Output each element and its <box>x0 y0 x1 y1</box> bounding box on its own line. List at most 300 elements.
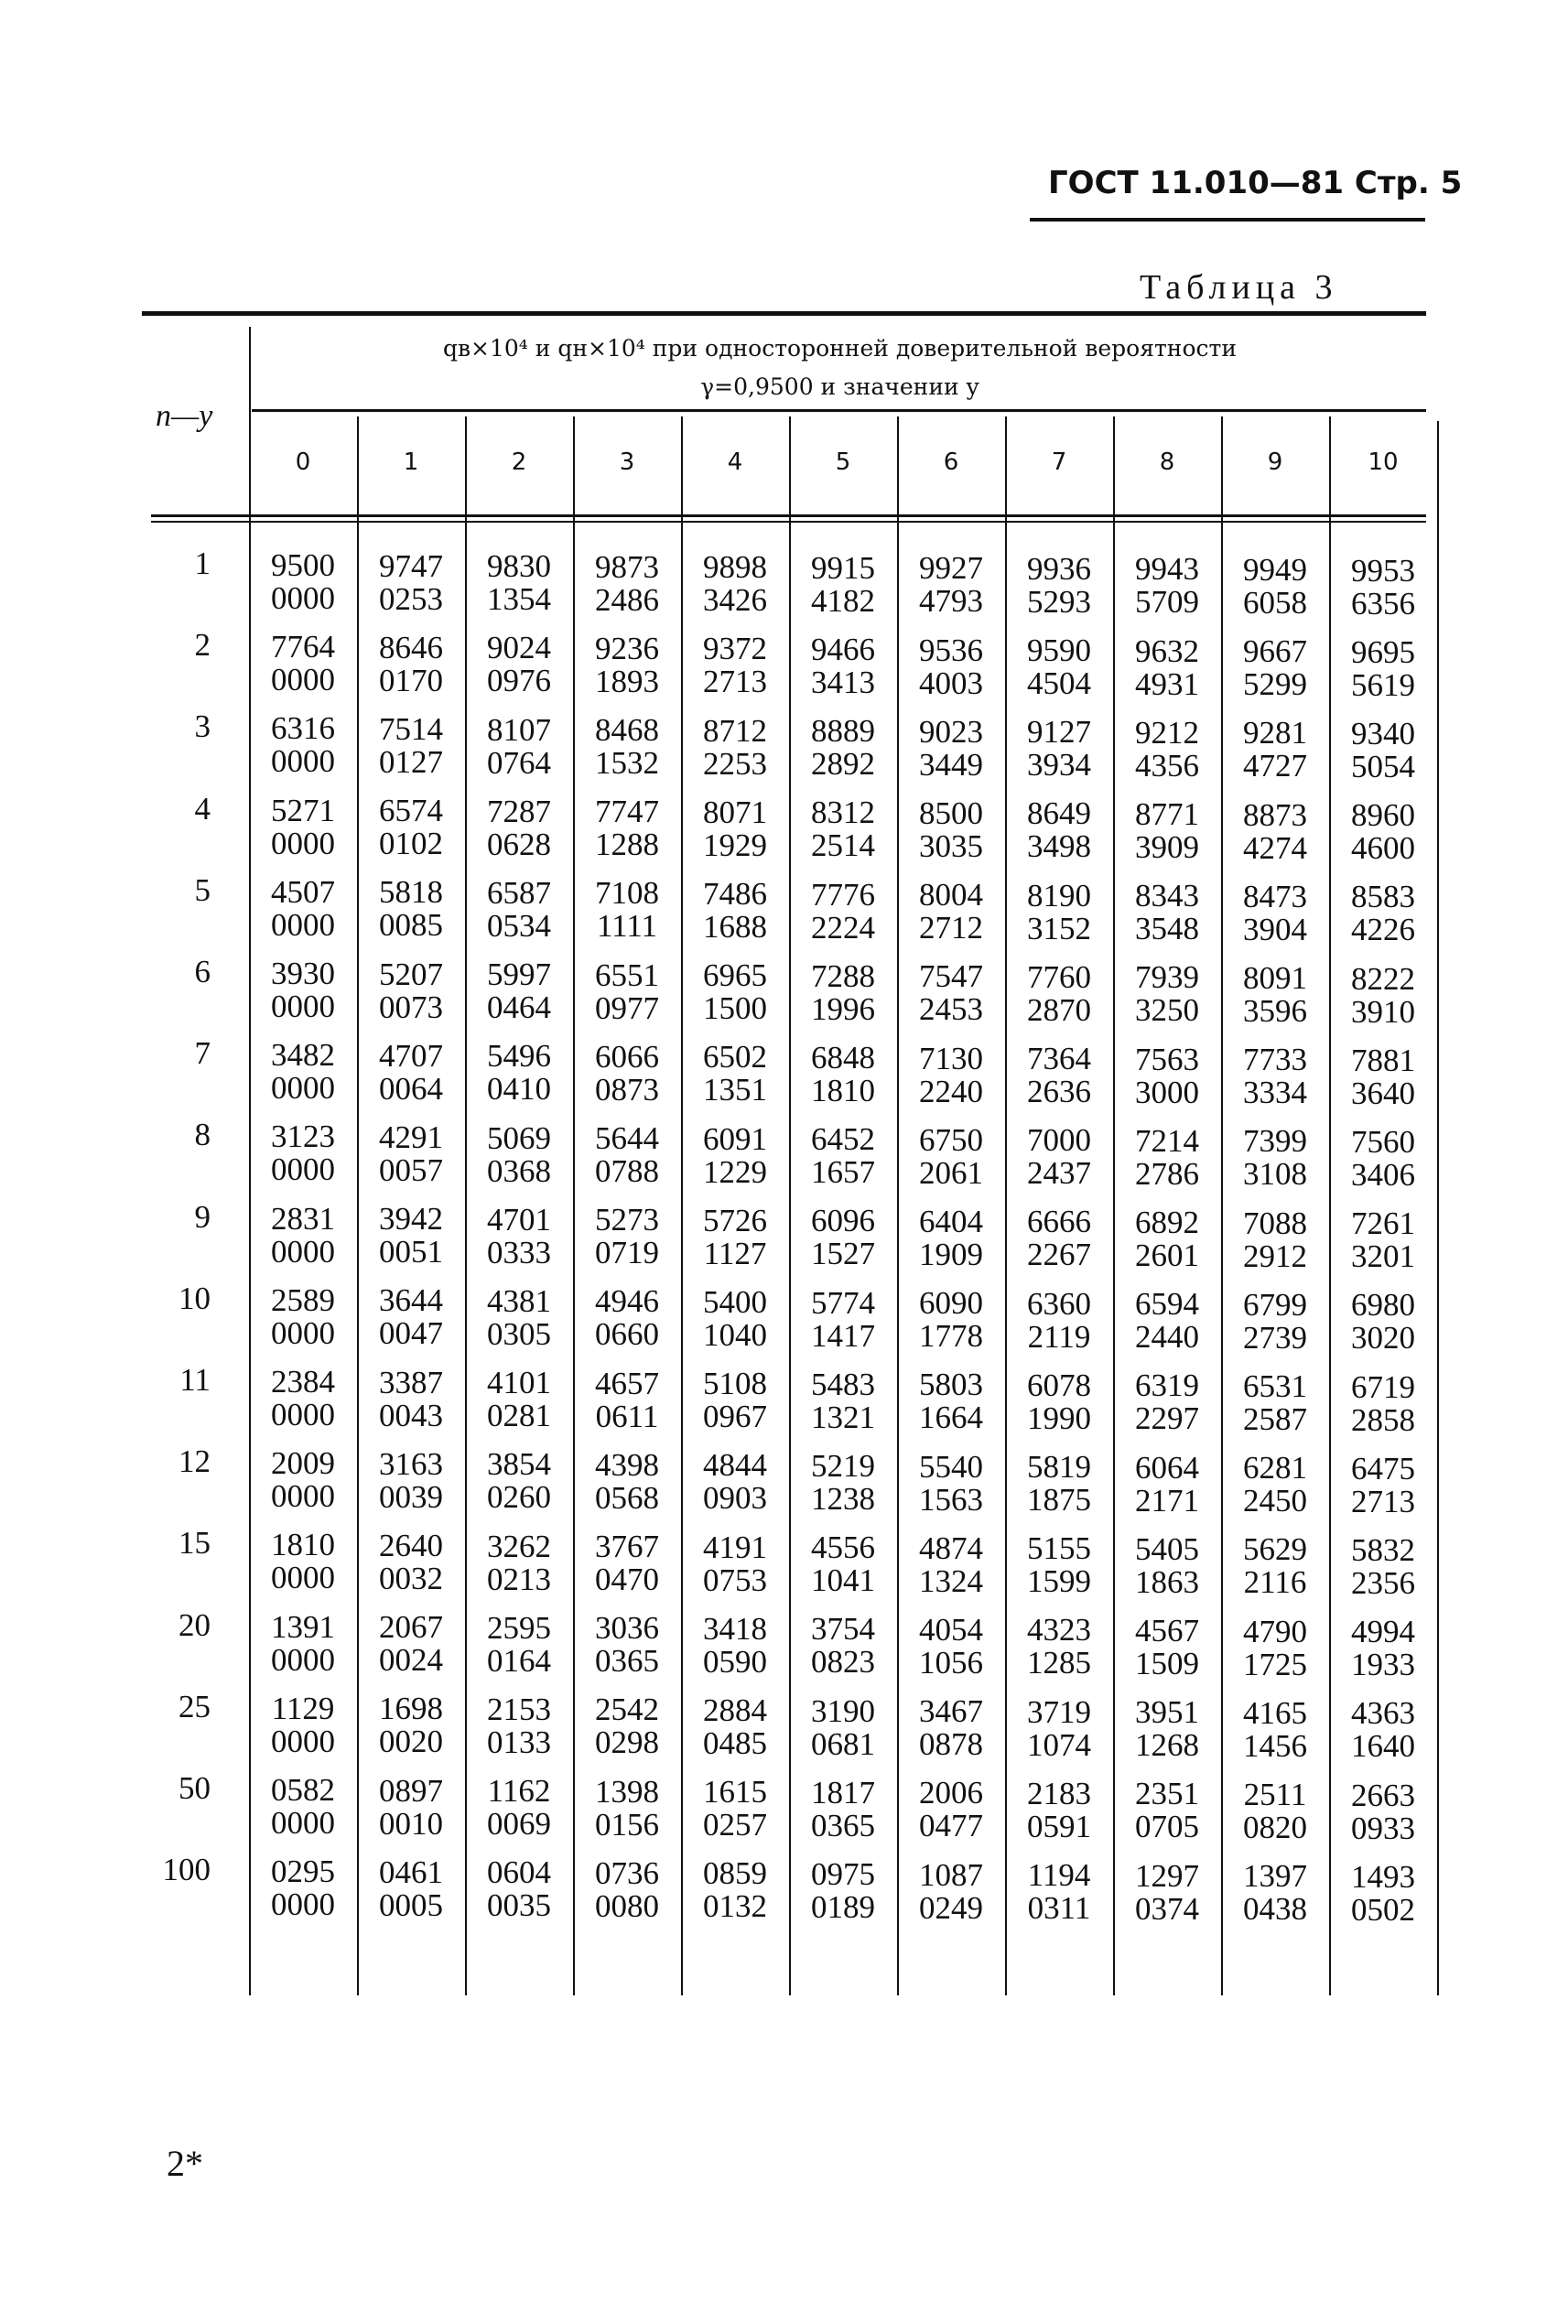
table-cell <box>574 1693 680 1759</box>
lower-value: 0764 <box>487 744 551 781</box>
upper-value: 7130 <box>919 1040 983 1076</box>
upper-value: 9466 <box>811 631 875 667</box>
row-label: 5 <box>194 871 211 908</box>
lower-value: 0311 <box>1027 1890 1091 1927</box>
lower-value: 2587 <box>1243 1400 1307 1437</box>
lower-value: 0000 <box>271 989 335 1024</box>
lower-value: 4931 <box>1135 665 1199 702</box>
upper-value: 1615 <box>703 1774 767 1811</box>
upper-value: 6848 <box>811 1039 875 1076</box>
table-cell <box>250 873 356 943</box>
table-cell <box>790 633 896 699</box>
lower-value: 2453 <box>919 991 983 1028</box>
lower-value: 2858 <box>1351 1401 1415 1438</box>
lower-value: 1657 <box>811 1154 875 1191</box>
upper-value: 5644 <box>595 1120 659 1157</box>
table-cell <box>466 711 572 781</box>
lower-value: 0127 <box>379 743 443 780</box>
table-cell <box>574 1773 680 1843</box>
lower-value: 0253 <box>379 580 443 617</box>
upper-value: 6719 <box>1351 1368 1415 1405</box>
table-cell <box>466 632 572 697</box>
table-cell <box>466 1693 572 1759</box>
lower-value: 0977 <box>595 989 659 1026</box>
lower-value: 0628 <box>487 826 551 862</box>
table-cell <box>1114 880 1220 946</box>
table-cell <box>250 1120 356 1186</box>
lower-value: 0374 <box>1135 1890 1199 1927</box>
table-cell <box>1222 959 1328 1029</box>
upper-value: 9949 <box>1243 551 1307 588</box>
upper-value: 3951 <box>1135 1694 1199 1731</box>
lower-value: 0020 <box>379 1724 443 1760</box>
table-cell <box>1330 1368 1436 1438</box>
lower-value: 0485 <box>703 1725 767 1761</box>
table-cell <box>1330 1531 1436 1601</box>
row-label: 25 <box>178 1688 211 1724</box>
table-cell <box>358 1121 464 1187</box>
upper-value: 2067 <box>379 1609 443 1646</box>
upper-value: 6475 <box>1351 1450 1415 1486</box>
table-cell <box>250 549 356 615</box>
table-cell <box>1114 714 1220 784</box>
lower-value: 6356 <box>1351 585 1415 622</box>
lower-value: 3909 <box>1135 829 1199 865</box>
upper-value: 8473 <box>1243 878 1307 914</box>
upper-value: 9500 <box>271 547 335 583</box>
lower-value: 1893 <box>595 663 659 699</box>
row-label: 1 <box>194 546 211 581</box>
lower-value: 0000 <box>271 1641 335 1678</box>
table-cell <box>250 1281 356 1351</box>
lower-value: 0039 <box>379 1478 443 1515</box>
upper-value: 8960 <box>1351 797 1415 834</box>
table-cell <box>1114 961 1220 1027</box>
lower-value: 0000 <box>271 1723 335 1759</box>
table-cell <box>574 1854 680 1924</box>
table-cell <box>574 1446 680 1516</box>
table-cell <box>574 632 680 698</box>
table-cell <box>250 1608 356 1678</box>
lower-value: 4504 <box>1027 665 1091 702</box>
table-cell <box>1222 1613 1328 1682</box>
lower-value: 2713 <box>1351 1483 1415 1519</box>
upper-value: 2884 <box>703 1692 767 1728</box>
table-cell <box>1114 1696 1220 1762</box>
upper-value: 6502 <box>703 1039 767 1076</box>
table-cell <box>466 1448 572 1514</box>
row-label: 50 <box>178 1770 211 1806</box>
upper-value: 3418 <box>703 1610 767 1647</box>
table-cell <box>1114 632 1220 702</box>
lower-value: 1527 <box>811 1236 875 1272</box>
lower-value: 0000 <box>271 1886 335 1923</box>
table-cell <box>574 1285 680 1351</box>
upper-value: 7399 <box>1243 1123 1307 1160</box>
upper-value: 7364 <box>1027 1041 1091 1077</box>
upper-value: 4191 <box>703 1529 767 1565</box>
upper-value: 4657 <box>595 1365 659 1401</box>
table-cell <box>1222 1043 1328 1109</box>
upper-value: 2542 <box>595 1692 659 1728</box>
upper-value: 6316 <box>271 710 335 747</box>
upper-value: 7514 <box>379 710 443 747</box>
lower-value: 2224 <box>811 909 875 946</box>
upper-value: 3036 <box>595 1610 659 1647</box>
column-number: 1 <box>403 449 419 476</box>
upper-value: 8071 <box>703 794 767 830</box>
lower-value: 2712 <box>919 910 983 946</box>
upper-value: 5108 <box>703 1366 767 1402</box>
upper-value: 2640 <box>379 1527 443 1563</box>
lower-value: 0305 <box>487 1315 551 1352</box>
upper-value: 1162 <box>487 1773 551 1810</box>
table-cell <box>898 1121 1004 1191</box>
upper-value: 6750 <box>919 1121 983 1158</box>
upper-value: 5219 <box>811 1447 875 1484</box>
upper-value: 7108 <box>595 875 659 912</box>
lower-value: 1778 <box>919 1318 983 1355</box>
lower-value: 0213 <box>487 1561 551 1597</box>
table-cell <box>682 878 788 944</box>
table-cell <box>1222 878 1328 947</box>
upper-value: 4381 <box>487 1282 551 1319</box>
table-cell <box>1222 1694 1328 1764</box>
table-cell <box>1006 958 1112 1028</box>
upper-value: 2351 <box>1135 1776 1199 1812</box>
lower-value: 0000 <box>271 1478 335 1515</box>
table-cell <box>1006 1369 1112 1435</box>
upper-value: 4291 <box>379 1119 443 1155</box>
upper-value: 6404 <box>919 1203 983 1239</box>
lower-value: 0257 <box>703 1807 767 1843</box>
upper-value: 4844 <box>703 1447 767 1484</box>
table-cell <box>1330 715 1436 784</box>
table-cell <box>1330 1858 1436 1928</box>
table-cell <box>1222 1533 1328 1599</box>
table-cell <box>898 1448 1004 1518</box>
lower-value: 4226 <box>1351 912 1415 948</box>
lower-value: 0477 <box>919 1808 983 1844</box>
upper-value: 7000 <box>1027 1122 1091 1159</box>
lower-value: 0000 <box>271 1070 335 1107</box>
table-cell <box>1114 553 1220 619</box>
upper-value: 3767 <box>595 1529 659 1565</box>
lower-value: 0073 <box>379 989 443 1025</box>
upper-value: 1297 <box>1135 1857 1199 1894</box>
lower-value: 1509 <box>1135 1646 1199 1681</box>
upper-value: 5819 <box>1027 1449 1091 1486</box>
upper-value: 3387 <box>379 1364 443 1400</box>
upper-value: 8190 <box>1027 877 1091 913</box>
table-cell <box>466 1282 572 1352</box>
table-cell <box>358 1856 464 1922</box>
lower-value: 1640 <box>1351 1728 1415 1765</box>
table-cell <box>574 877 680 943</box>
lower-value: 0000 <box>271 1233 335 1270</box>
upper-value: 9236 <box>595 630 659 666</box>
lower-value: 1599 <box>1027 1563 1091 1600</box>
lower-value: 0281 <box>487 1398 551 1434</box>
upper-value: 7747 <box>595 794 659 830</box>
table-cell <box>1006 550 1112 620</box>
upper-value: 1087 <box>919 1856 983 1893</box>
heading-line-1: qв×10⁴ и qн×10⁴ при односторонней доверительной вероятности <box>442 335 1238 362</box>
lower-value: 0660 <box>595 1316 659 1353</box>
lower-value: 0010 <box>379 1805 443 1842</box>
table-cell <box>1222 635 1328 701</box>
lower-value: 0132 <box>703 1888 767 1925</box>
lower-value: 0719 <box>595 1235 659 1271</box>
upper-value: 6594 <box>1135 1286 1199 1323</box>
upper-value: 6574 <box>379 793 443 829</box>
table-cell <box>250 1529 356 1594</box>
lower-value: 1288 <box>595 827 659 863</box>
table-cell <box>1330 799 1436 865</box>
upper-value: 5774 <box>811 1284 875 1321</box>
table-cell <box>898 552 1004 618</box>
table-cell <box>250 631 356 697</box>
lower-value: 0681 <box>811 1725 875 1762</box>
upper-value: 2595 <box>487 1609 551 1646</box>
lower-value: 4356 <box>1135 747 1199 784</box>
lower-value: 0156 <box>595 1806 659 1843</box>
table-cell <box>682 1610 788 1680</box>
table-cell <box>790 1447 896 1517</box>
column-number: 6 <box>943 449 959 476</box>
table-cell <box>1114 1369 1220 1435</box>
lower-value: 5054 <box>1351 748 1415 784</box>
table-cell <box>466 1201 572 1270</box>
table-cell <box>1006 1043 1112 1108</box>
upper-value: 8646 <box>379 629 443 665</box>
upper-value: 4323 <box>1027 1612 1091 1648</box>
table-cell <box>358 629 464 698</box>
upper-value: 6452 <box>811 1121 875 1158</box>
upper-value: 0295 <box>271 1854 335 1890</box>
lower-value: 4003 <box>919 665 983 701</box>
table-cell <box>682 1367 788 1433</box>
upper-value: 9830 <box>487 548 551 585</box>
upper-value: 3719 <box>1027 1693 1091 1730</box>
upper-value: 9024 <box>487 630 551 666</box>
upper-value: 6096 <box>811 1203 875 1239</box>
lower-value: 1875 <box>1027 1482 1091 1519</box>
lower-value: 1863 <box>1135 1563 1199 1600</box>
row-label: 9 <box>194 1198 211 1235</box>
lower-value: 0000 <box>271 825 335 861</box>
row-label: 6 <box>194 954 211 989</box>
lower-value: 0047 <box>379 1315 443 1352</box>
table-cell <box>1006 1859 1112 1925</box>
table-cell <box>682 1041 788 1107</box>
lower-value: 5619 <box>1351 666 1415 703</box>
lower-value: 0064 <box>379 1070 443 1107</box>
header-divider-rule <box>252 409 1426 412</box>
lower-value: 0464 <box>487 989 551 1026</box>
lower-value: 0878 <box>919 1726 983 1763</box>
upper-value: 2009 <box>271 1445 335 1482</box>
lower-value: 2514 <box>811 827 875 864</box>
upper-value: 9340 <box>1351 715 1415 751</box>
lower-value: 1990 <box>1027 1400 1091 1436</box>
row-label: 4 <box>194 790 211 827</box>
lower-value: 5293 <box>1027 583 1091 620</box>
row-label: 3 <box>194 708 211 745</box>
table-cell <box>1006 716 1112 782</box>
table-cell <box>790 715 896 781</box>
row-label: 7 <box>194 1035 211 1072</box>
table-cell <box>574 795 680 861</box>
table-cell <box>1006 1124 1112 1190</box>
upper-value: 9281 <box>1243 715 1307 751</box>
lower-value: 0298 <box>595 1724 659 1761</box>
table-caption: Таблица 3 <box>1140 268 1338 307</box>
table-cell <box>1114 1122 1220 1192</box>
lower-value: 3152 <box>1027 910 1091 946</box>
lower-value: 0069 <box>487 1806 551 1843</box>
upper-value: 7486 <box>703 876 767 912</box>
upper-value: 4567 <box>1135 1613 1199 1648</box>
lower-value: 1041 <box>811 1562 875 1599</box>
table-cell <box>682 1286 788 1352</box>
lower-value: 0591 <box>1027 1808 1091 1844</box>
table-cell <box>898 1695 1004 1761</box>
table-cell <box>790 1692 896 1762</box>
table-cell <box>1006 1205 1112 1271</box>
lower-value: 3035 <box>919 827 983 864</box>
table-cell <box>682 632 788 698</box>
table-cell <box>790 957 896 1027</box>
table-cell <box>358 1611 464 1677</box>
table-cell <box>250 957 356 1023</box>
lower-value: 2061 <box>919 1154 983 1191</box>
lower-value: 0000 <box>271 1314 335 1351</box>
upper-value: 5818 <box>379 874 443 911</box>
table-cell <box>358 958 464 1024</box>
table-column-heading <box>252 330 1428 406</box>
upper-value: 5629 <box>1243 1531 1307 1568</box>
upper-value: 9936 <box>1027 550 1091 587</box>
lower-value: 0000 <box>271 1151 335 1188</box>
table-cell <box>1330 1044 1436 1110</box>
upper-value: 1817 <box>811 1774 875 1811</box>
table-cell <box>1114 798 1220 864</box>
table-cell <box>358 1445 464 1515</box>
lower-value: 2486 <box>595 581 659 618</box>
table-cell <box>898 1777 1004 1843</box>
upper-value: 5273 <box>595 1202 659 1238</box>
table-cell <box>898 879 1004 945</box>
lower-value: 0873 <box>595 1071 659 1108</box>
page-header: ГОСТ 11.010—81 Стр. 5 <box>1048 165 1463 201</box>
upper-value: 5803 <box>919 1367 983 1403</box>
lower-value: 0260 <box>487 1479 551 1516</box>
upper-value: 6319 <box>1135 1367 1199 1404</box>
table-cell <box>466 874 572 944</box>
upper-value: 6587 <box>487 874 551 911</box>
upper-value: 7261 <box>1351 1205 1415 1242</box>
table-cell <box>250 1039 356 1105</box>
upper-value: 9023 <box>919 713 983 750</box>
upper-value: 6066 <box>595 1038 659 1075</box>
table-cell <box>1006 1451 1112 1517</box>
table-cell <box>1114 1857 1220 1927</box>
table-cell <box>682 1694 788 1760</box>
lower-value: 0976 <box>487 663 551 699</box>
upper-value: 8004 <box>919 877 983 913</box>
upper-value: 3482 <box>271 1037 335 1074</box>
table-cell <box>358 547 464 617</box>
lower-value: 4274 <box>1243 829 1307 866</box>
lower-value: 0568 <box>595 1479 659 1516</box>
table-cell <box>1114 1530 1220 1600</box>
lower-value: 2636 <box>1027 1074 1091 1110</box>
upper-value: 3644 <box>379 1282 443 1319</box>
lower-value: 1351 <box>703 1072 767 1108</box>
lower-value: 1456 <box>1243 1727 1307 1764</box>
lower-value: 0333 <box>487 1234 551 1270</box>
lower-value: 2253 <box>703 745 767 782</box>
upper-value: 7563 <box>1135 1041 1199 1077</box>
table-cell <box>1330 960 1436 1030</box>
upper-value: 7776 <box>811 876 875 913</box>
lower-value: 4727 <box>1243 748 1307 784</box>
upper-value: 4363 <box>1351 1695 1415 1732</box>
lower-value: 3596 <box>1243 992 1307 1029</box>
column-divider <box>1437 421 1439 1995</box>
lower-value: 3904 <box>1243 911 1307 947</box>
lower-value: 3910 <box>1351 993 1415 1030</box>
upper-value: 4507 <box>271 873 335 910</box>
table-cell <box>574 1612 680 1678</box>
upper-value: 9212 <box>1135 714 1199 751</box>
upper-value: 2589 <box>271 1281 335 1318</box>
lower-value: 3640 <box>1351 1075 1415 1111</box>
table-cell <box>358 1284 464 1350</box>
upper-value: 6281 <box>1243 1450 1307 1486</box>
table-cell <box>1330 1289 1436 1355</box>
upper-value: 9632 <box>1135 632 1199 669</box>
lower-value: 1321 <box>811 1399 875 1435</box>
lower-value: 0170 <box>379 662 443 698</box>
lower-value: 2713 <box>703 664 767 700</box>
lower-value: 2267 <box>1027 1237 1091 1273</box>
upper-value: 4398 <box>595 1446 659 1483</box>
lower-value: 3548 <box>1135 911 1199 947</box>
table-cell <box>574 1367 680 1433</box>
table-cell <box>790 876 896 946</box>
lower-value: 5299 <box>1243 666 1307 703</box>
table-cell <box>682 1531 788 1597</box>
lower-value: 0249 <box>919 1889 983 1926</box>
upper-value: 5405 <box>1135 1530 1199 1567</box>
upper-value: 7881 <box>1351 1042 1415 1078</box>
lower-value: 0085 <box>379 907 443 944</box>
upper-value: 9898 <box>703 549 767 586</box>
upper-value: 8583 <box>1351 879 1415 915</box>
table-cell <box>358 1772 464 1842</box>
upper-value: 0461 <box>379 1854 443 1890</box>
table-cell <box>1006 1532 1112 1598</box>
table-cell <box>682 1776 788 1842</box>
lower-value: 0000 <box>271 580 335 616</box>
table-cell <box>790 1855 896 1925</box>
upper-value: 5496 <box>487 1038 551 1075</box>
lower-value: 0000 <box>271 1397 335 1432</box>
lower-value: 0000 <box>271 662 335 698</box>
upper-value: 6980 <box>1351 1287 1415 1324</box>
